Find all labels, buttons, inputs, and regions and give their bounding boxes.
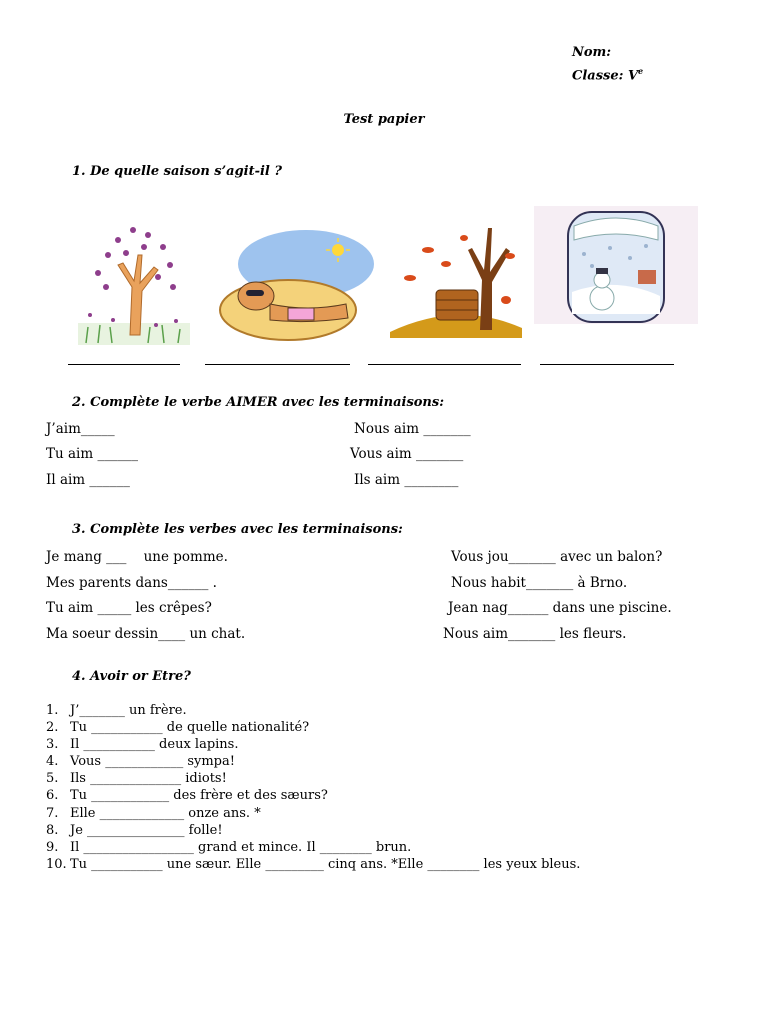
- aimer-ils[interactable]: Ils aim ________: [354, 472, 459, 488]
- summer-sunbathing-icon: [218, 224, 376, 342]
- list-item[interactable]: 1. J’_______ un frère.: [46, 703, 187, 718]
- list-item[interactable]: 5. Ils ______________ idiots!: [46, 771, 227, 787]
- spring-tree-icon: [78, 215, 190, 347]
- aimer-vous[interactable]: Vous aim _______: [350, 446, 464, 462]
- season-answer-line-4[interactable]: [540, 364, 674, 365]
- aimer-il[interactable]: Il aim ______: [46, 472, 130, 488]
- list-item[interactable]: 4. Vous ____________ sympa!: [46, 754, 235, 770]
- list-item[interactable]: 3. Il ___________ deux lapins.: [46, 737, 239, 753]
- section4-heading: 4. Avoir or Etre?: [72, 669, 191, 684]
- verb-left-4[interactable]: Ma soeur dessin____ un chat.: [46, 626, 246, 642]
- header-block: [572, 44, 643, 85]
- verb-right-2[interactable]: Nous habit_______ à Brno.: [451, 575, 628, 591]
- season-answer-line-1[interactable]: [68, 364, 180, 365]
- verb-right-1[interactable]: Vous jou_______ avec un balon?: [451, 549, 663, 565]
- avoir-etre-list: [46, 702, 580, 873]
- nom-label: Nom:: [572, 45, 612, 60]
- page-title: Test papier: [343, 112, 425, 127]
- list-item[interactable]: 7. Elle _____________ onze ans. *: [46, 805, 261, 821]
- season-answer-line-2[interactable]: [205, 364, 350, 365]
- season-answer-line-3[interactable]: [368, 364, 521, 365]
- section2-heading: 2. Complète le verbe AIMER avec les terminaisons:: [72, 395, 444, 410]
- section3-heading: 3. Complète les verbes avec les terminaisons:: [72, 522, 403, 537]
- list-item[interactable]: 10. Tu ___________ une sæur. Elle _________ cinq ans. *Elle ________ les yeux bleus.: [46, 856, 581, 872]
- list-item[interactable]: 2. Tu ___________ de quelle nationalité?: [46, 720, 310, 736]
- winter-snowman-icon: [534, 206, 698, 324]
- verb-left-1[interactable]: Je mang ___ une pomme.: [46, 549, 228, 565]
- verb-left-3[interactable]: Tu aim _____ les crêpes?: [46, 600, 212, 616]
- autumn-tree-icon: [388, 220, 524, 338]
- classe-label: Classe: Ve: [572, 66, 644, 84]
- verb-right-4[interactable]: Nous aim_______ les fleurs.: [443, 626, 627, 642]
- aimer-je[interactable]: J’aim_____: [46, 421, 115, 437]
- list-item[interactable]: 8. Je _______________ folle!: [46, 822, 223, 838]
- section1-heading: 1. De quelle saison s’agit-il ?: [72, 164, 283, 179]
- list-item[interactable]: 6. Tu ____________ des frère et des sæurs?: [46, 788, 328, 804]
- aimer-tu[interactable]: Tu aim ______: [46, 446, 138, 462]
- list-item[interactable]: 9. Il _________________ grand et mince. Il ________ brun.: [46, 839, 412, 855]
- aimer-nous[interactable]: Nous aim _______: [354, 421, 471, 437]
- verb-left-2[interactable]: Mes parents dans______ .: [46, 575, 217, 591]
- verb-right-3[interactable]: Jean nag______ dans une piscine.: [448, 600, 672, 616]
